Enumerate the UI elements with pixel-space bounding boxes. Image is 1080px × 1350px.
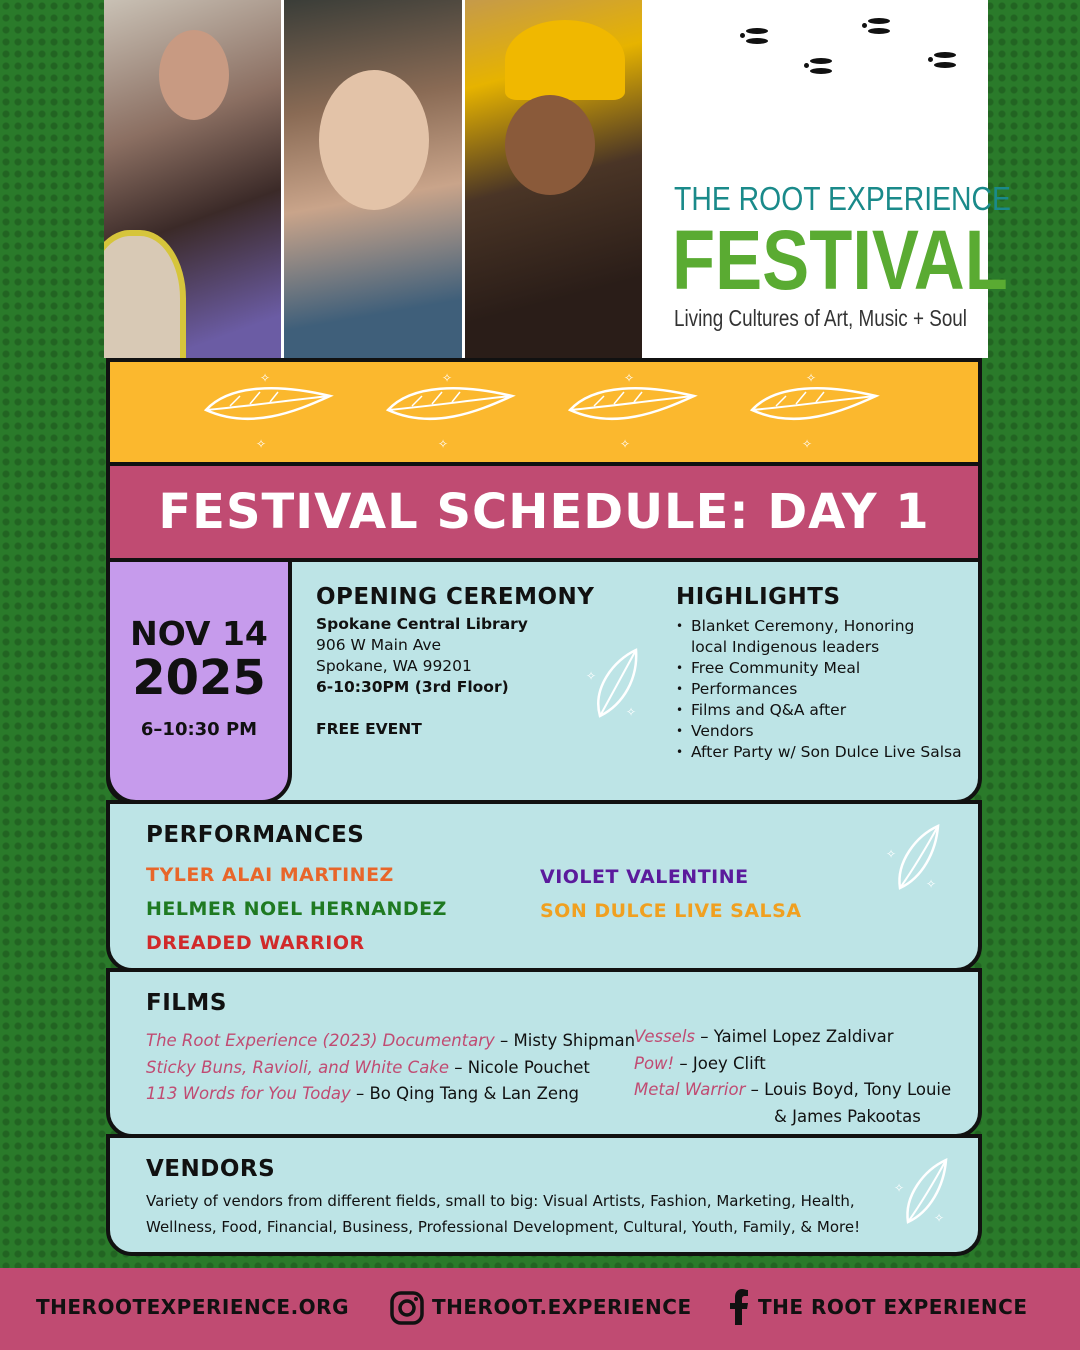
svg-text:✧: ✧ <box>586 669 597 683</box>
venue-address-2: Spokane, WA 99201 <box>316 657 472 675</box>
list-item: • Free Community Meal <box>676 658 976 679</box>
film-title: 113 Words for You Today <box>146 1084 351 1103</box>
highlight-text-continued: local Indigenous leaders <box>691 638 880 656</box>
vendors-section <box>106 1134 982 1256</box>
films-list-left <box>146 1028 635 1108</box>
film-director: – Misty Shipman <box>494 1031 636 1050</box>
opening-section <box>106 558 982 804</box>
photo-strip <box>104 0 642 358</box>
date-badge <box>106 558 292 804</box>
film-title: The Root Experience (2023) Documentary <box>146 1031 495 1050</box>
film-director: – Bo Qing Tang & Lan Zeng <box>350 1084 580 1103</box>
svg-text:✧: ✧ <box>886 847 897 861</box>
feather-icon <box>206 371 330 451</box>
photo-woman-with-braids <box>104 0 281 358</box>
date-year: 2025 <box>132 650 266 706</box>
highlight-text: Blanket Ceremony, Honoring <box>691 617 915 635</box>
feather-icon <box>894 1156 954 1236</box>
film-item <box>146 1055 635 1082</box>
footprint-icon <box>928 52 958 68</box>
list-item: • Vendors <box>676 721 976 742</box>
svg-text:✧: ✧ <box>260 371 271 385</box>
performer-name: HELMER NOEL HERNANDEZ <box>146 898 447 920</box>
films-section <box>106 968 982 1138</box>
photo-child <box>284 0 461 358</box>
film-title: Sticky Buns, Ravioli, and White Cake <box>146 1057 450 1077</box>
vendors-line-1: Variety of vendors from different fields, small to big: Visual Artists, Fashion, Marketing, Health, <box>146 1192 855 1210</box>
film-item <box>146 1081 635 1108</box>
film-director-continued: & James Pakootas <box>774 1106 921 1126</box>
feather-band <box>106 358 982 466</box>
list-item: • Performances <box>676 679 976 700</box>
list-item: • Films and Q&A after <box>676 700 976 721</box>
vendors-description <box>146 1188 926 1240</box>
venue-address-1: 906 W Main Ave <box>316 636 442 654</box>
venue-name: Spokane Central Library <box>316 615 528 633</box>
highlights-list <box>676 616 976 763</box>
feather-row <box>110 362 978 462</box>
film-director: – Nicole Pouchet <box>449 1057 590 1077</box>
performances-heading: PERFORMANCES <box>146 822 365 848</box>
film-title: Metal Warrior <box>634 1080 746 1099</box>
svg-text:✧: ✧ <box>926 877 937 891</box>
performer-name: VIOLET VALENTINE <box>540 866 749 888</box>
footprint-icon <box>862 18 892 34</box>
highlights-heading: HIGHLIGHTS <box>676 584 841 610</box>
film-item <box>634 1077 951 1104</box>
logo-title-festival: FESTIVAL <box>672 213 1008 307</box>
vendors-line-2: Wellness, Food, Financial, Business, Professional Development, Cultural, Youth, Family, & More! <box>146 1218 861 1236</box>
photo-man-with-microphone <box>465 0 642 358</box>
opening-heading: OPENING CEREMONY <box>316 584 595 610</box>
film-title: Pow! <box>634 1053 675 1073</box>
date-month-day: NOV 14 <box>130 614 268 653</box>
highlights <box>676 584 976 763</box>
films-list-right <box>634 1024 951 1130</box>
list-item <box>676 616 976 658</box>
film-item <box>634 1024 951 1051</box>
date-time: 6–10:30 PM <box>140 719 258 741</box>
footprint-icon <box>804 58 834 74</box>
svg-text:✧: ✧ <box>934 1211 945 1225</box>
venue-time: 6-10:30PM (3rd Floor) <box>316 678 509 696</box>
svg-text:✧: ✧ <box>256 437 267 451</box>
performer-name: DREADED WARRIOR <box>146 932 365 954</box>
instagram-icon <box>390 1291 424 1325</box>
facebook-icon <box>730 1289 750 1325</box>
instagram-handle[interactable]: THEROOT.EXPERIENCE <box>432 1295 692 1319</box>
footprint-icon <box>740 28 770 44</box>
film-title: Vessels <box>634 1027 695 1046</box>
film-director: – Louis Boyd, Tony Louie <box>745 1080 952 1099</box>
performances-section <box>106 800 982 972</box>
film-director: – Joey Clift <box>674 1053 766 1073</box>
schedule-title: FESTIVAL SCHEDULE: DAY 1 <box>158 484 930 540</box>
performer-name: TYLER ALAI MARTINEZ <box>146 864 394 886</box>
feather-icon <box>886 822 946 902</box>
vendors-heading: VENDORS <box>146 1156 276 1182</box>
footer <box>0 1268 1080 1350</box>
svg-text:✧: ✧ <box>626 705 637 719</box>
film-item <box>634 1051 951 1078</box>
films-heading: FILMS <box>146 990 227 1016</box>
facebook-page[interactable]: THE ROOT EXPERIENCE <box>758 1295 1028 1319</box>
svg-text:✧: ✧ <box>894 1181 905 1195</box>
performer-name: SON DULCE LIVE SALSA <box>540 900 802 922</box>
logo-tagline: Living Cultures of Art, Music + Soul <box>674 305 967 331</box>
feather-icon <box>586 644 646 724</box>
list-item: • After Party w/ Son Dulce Live Salsa <box>676 742 976 763</box>
logo-title-line1: THE ROOT EXPERIENCE <box>674 180 1011 217</box>
schedule-header <box>106 462 982 562</box>
website-link[interactable]: THEROOTEXPERIENCE.ORG <box>36 1295 349 1319</box>
film-director: – Yaimel Lopez Zaldivar <box>695 1027 894 1046</box>
film-item <box>146 1028 635 1055</box>
free-event-label: FREE EVENT <box>316 720 422 738</box>
